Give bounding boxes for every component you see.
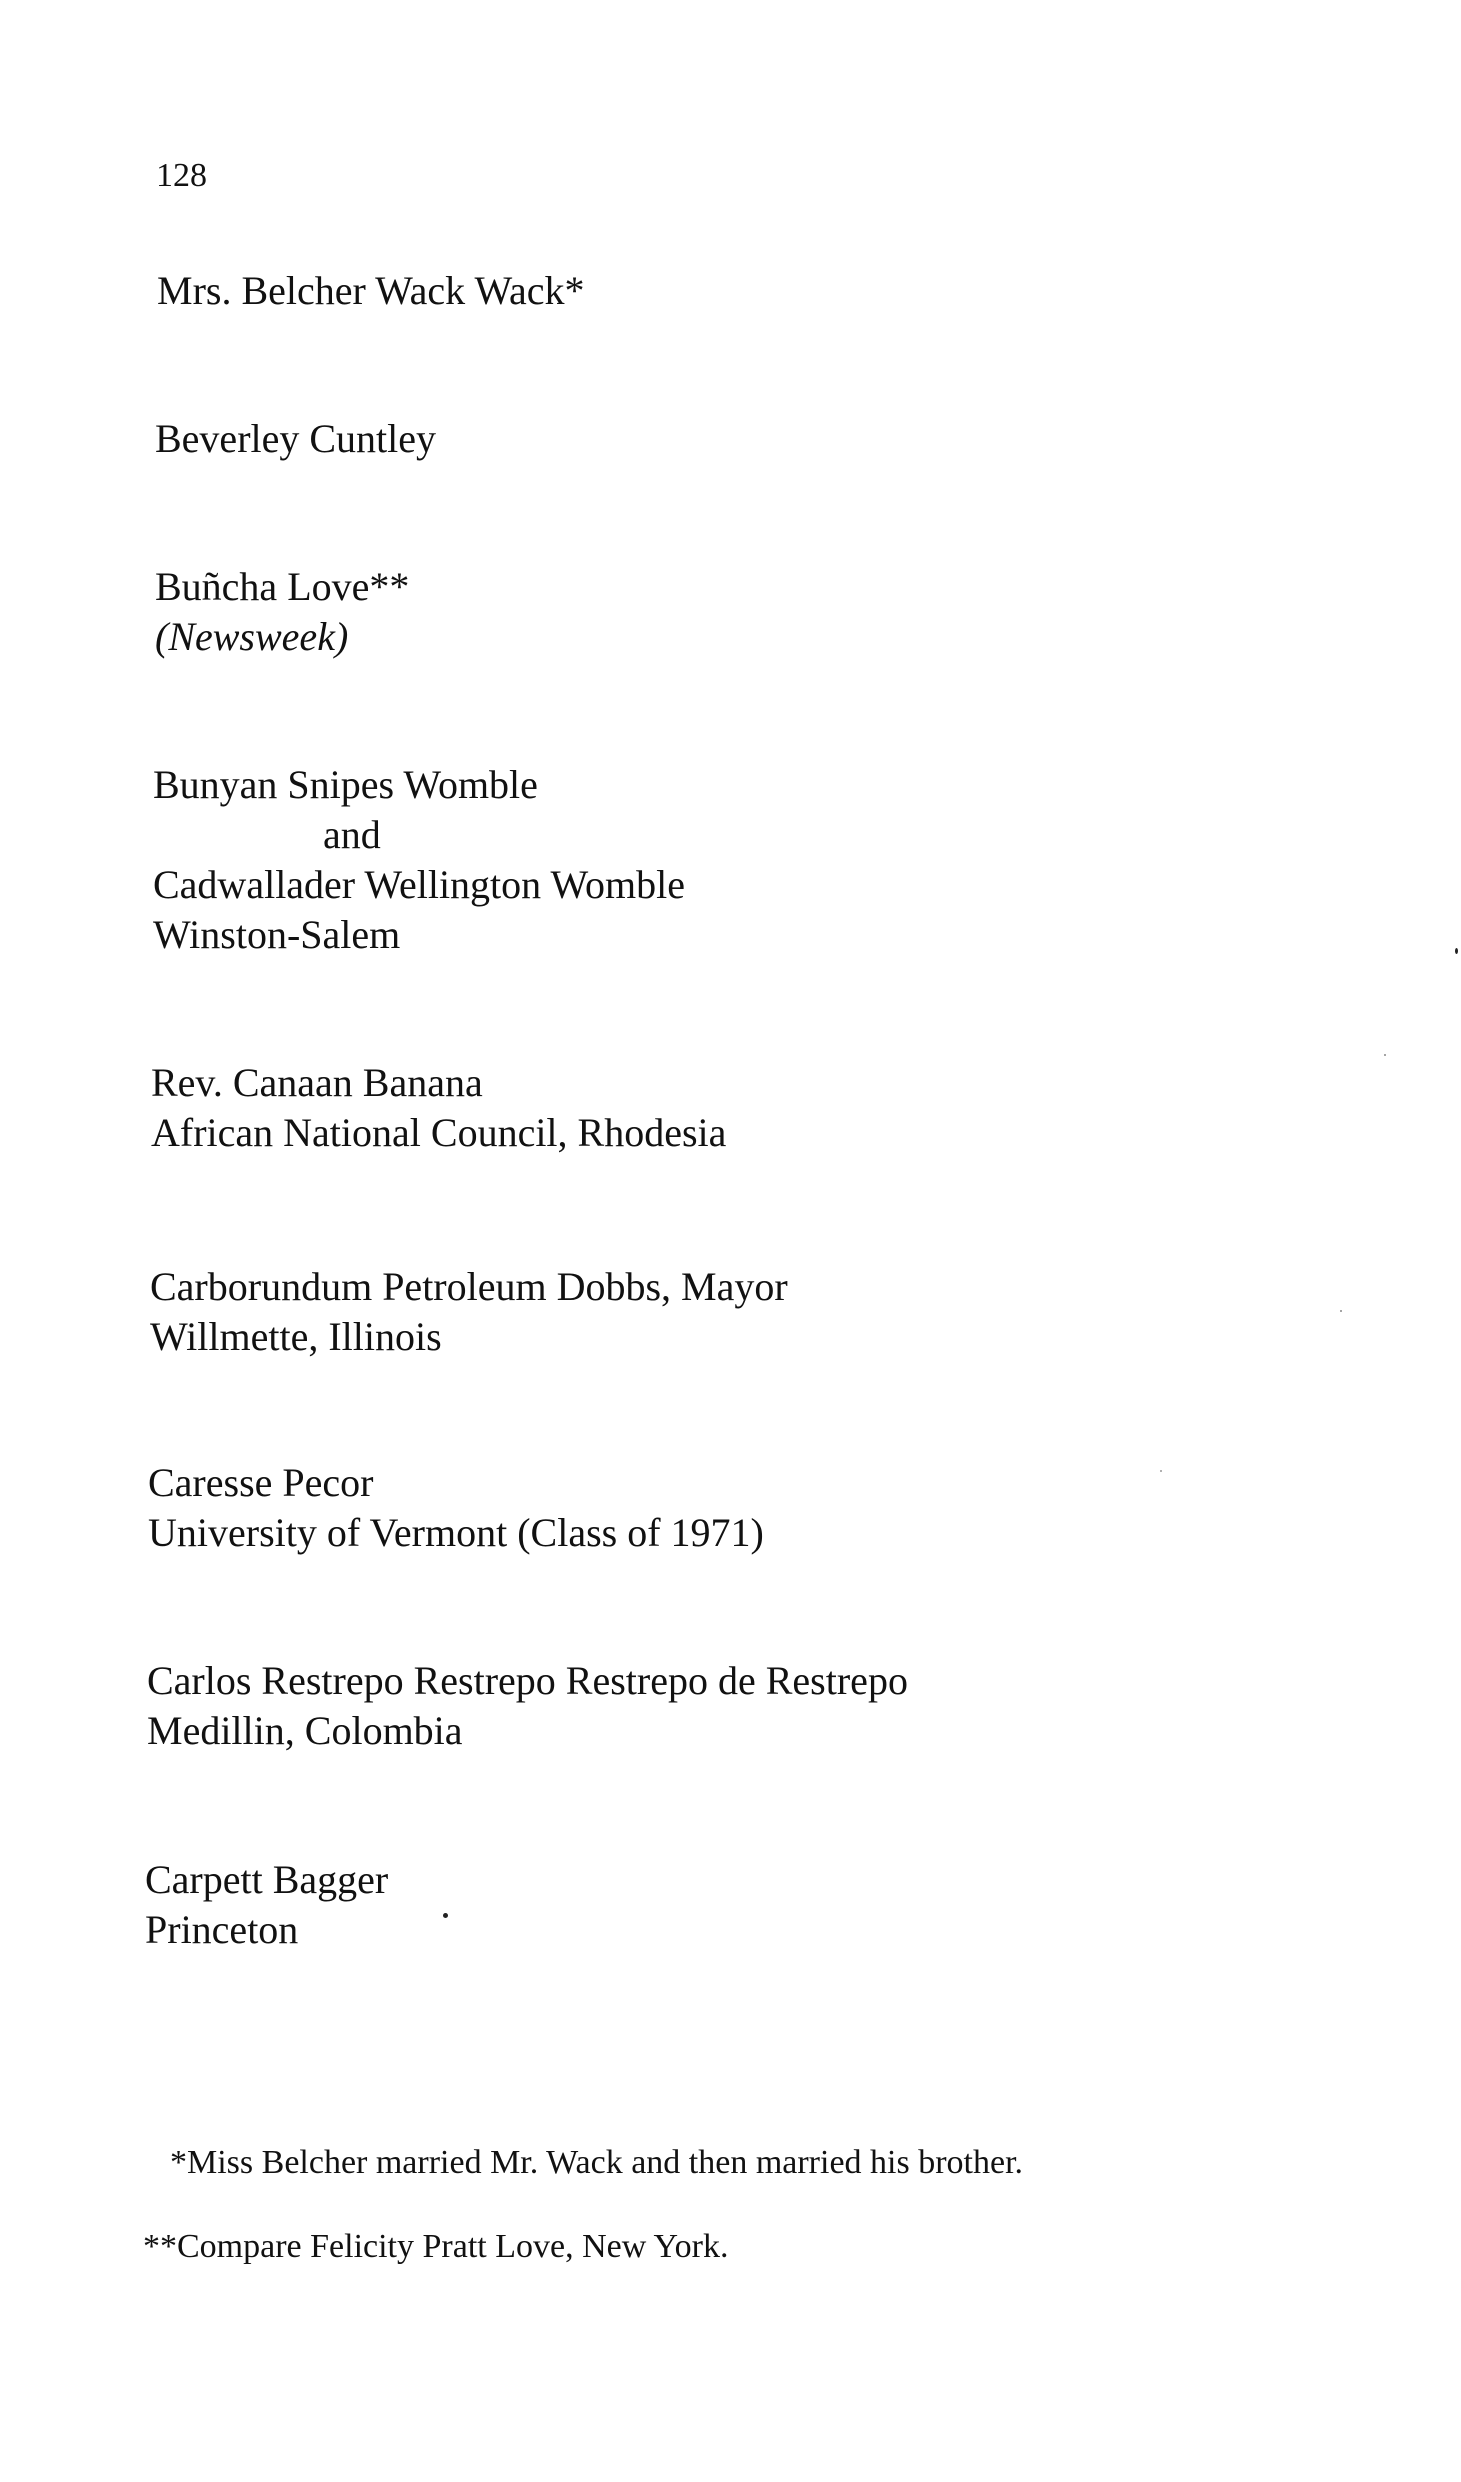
entry-location: Willmette, Illinois bbox=[150, 1314, 442, 1359]
footnote: *Miss Belcher married Mr. Wack and then married his brother. bbox=[170, 2144, 1024, 2181]
name-entry bbox=[147, 1656, 908, 1756]
ink-speck bbox=[1384, 1054, 1386, 1056]
name-entry bbox=[155, 562, 409, 662]
name-entry bbox=[148, 1458, 764, 1558]
entry-source: (Newsweek) bbox=[155, 614, 349, 659]
page-number: 128 bbox=[156, 157, 207, 194]
entry-name: Cadwallader Wellington Womble bbox=[153, 862, 685, 907]
footnote: **Compare Felicity Pratt Love, New York. bbox=[143, 2228, 729, 2265]
entry-location: University of Vermont (Class of 1971) bbox=[148, 1510, 764, 1555]
entry-name: Rev. Canaan Banana bbox=[151, 1060, 483, 1105]
name-entry bbox=[155, 414, 436, 464]
name-entry bbox=[153, 760, 685, 960]
entry-name: Mrs. Belcher Wack Wack* bbox=[157, 268, 585, 313]
entry-location: Winston-Salem bbox=[153, 912, 401, 957]
name-entry bbox=[145, 1855, 388, 1955]
name-entry bbox=[150, 1262, 788, 1362]
name-entry bbox=[151, 1058, 726, 1158]
ink-speck bbox=[1340, 1310, 1342, 1312]
entry-name: Caresse Pecor bbox=[148, 1460, 374, 1505]
entry-name: Carborundum Petroleum Dobbs, Mayor bbox=[150, 1264, 788, 1309]
entry-name: Bunyan Snipes Womble bbox=[153, 762, 538, 807]
entry-name: Carlos Restrepo Restrepo Restrepo de Restrepo bbox=[147, 1658, 908, 1703]
entry-name: Beverley Cuntley bbox=[155, 416, 437, 461]
entry-location: Princeton bbox=[145, 1907, 299, 1952]
entry-location: African National Council, Rhodesia bbox=[151, 1110, 727, 1155]
entry-name: Carpett Bagger bbox=[145, 1857, 389, 1902]
ink-speck bbox=[443, 1913, 448, 1918]
entry-conjunction: and bbox=[323, 812, 381, 857]
entry-location: Medillin, Colombia bbox=[147, 1708, 463, 1753]
name-entry bbox=[157, 266, 585, 316]
entry-name: Buñcha Love** bbox=[155, 564, 410, 609]
ink-speck bbox=[1160, 1470, 1162, 1472]
ink-speck bbox=[1455, 948, 1458, 954]
